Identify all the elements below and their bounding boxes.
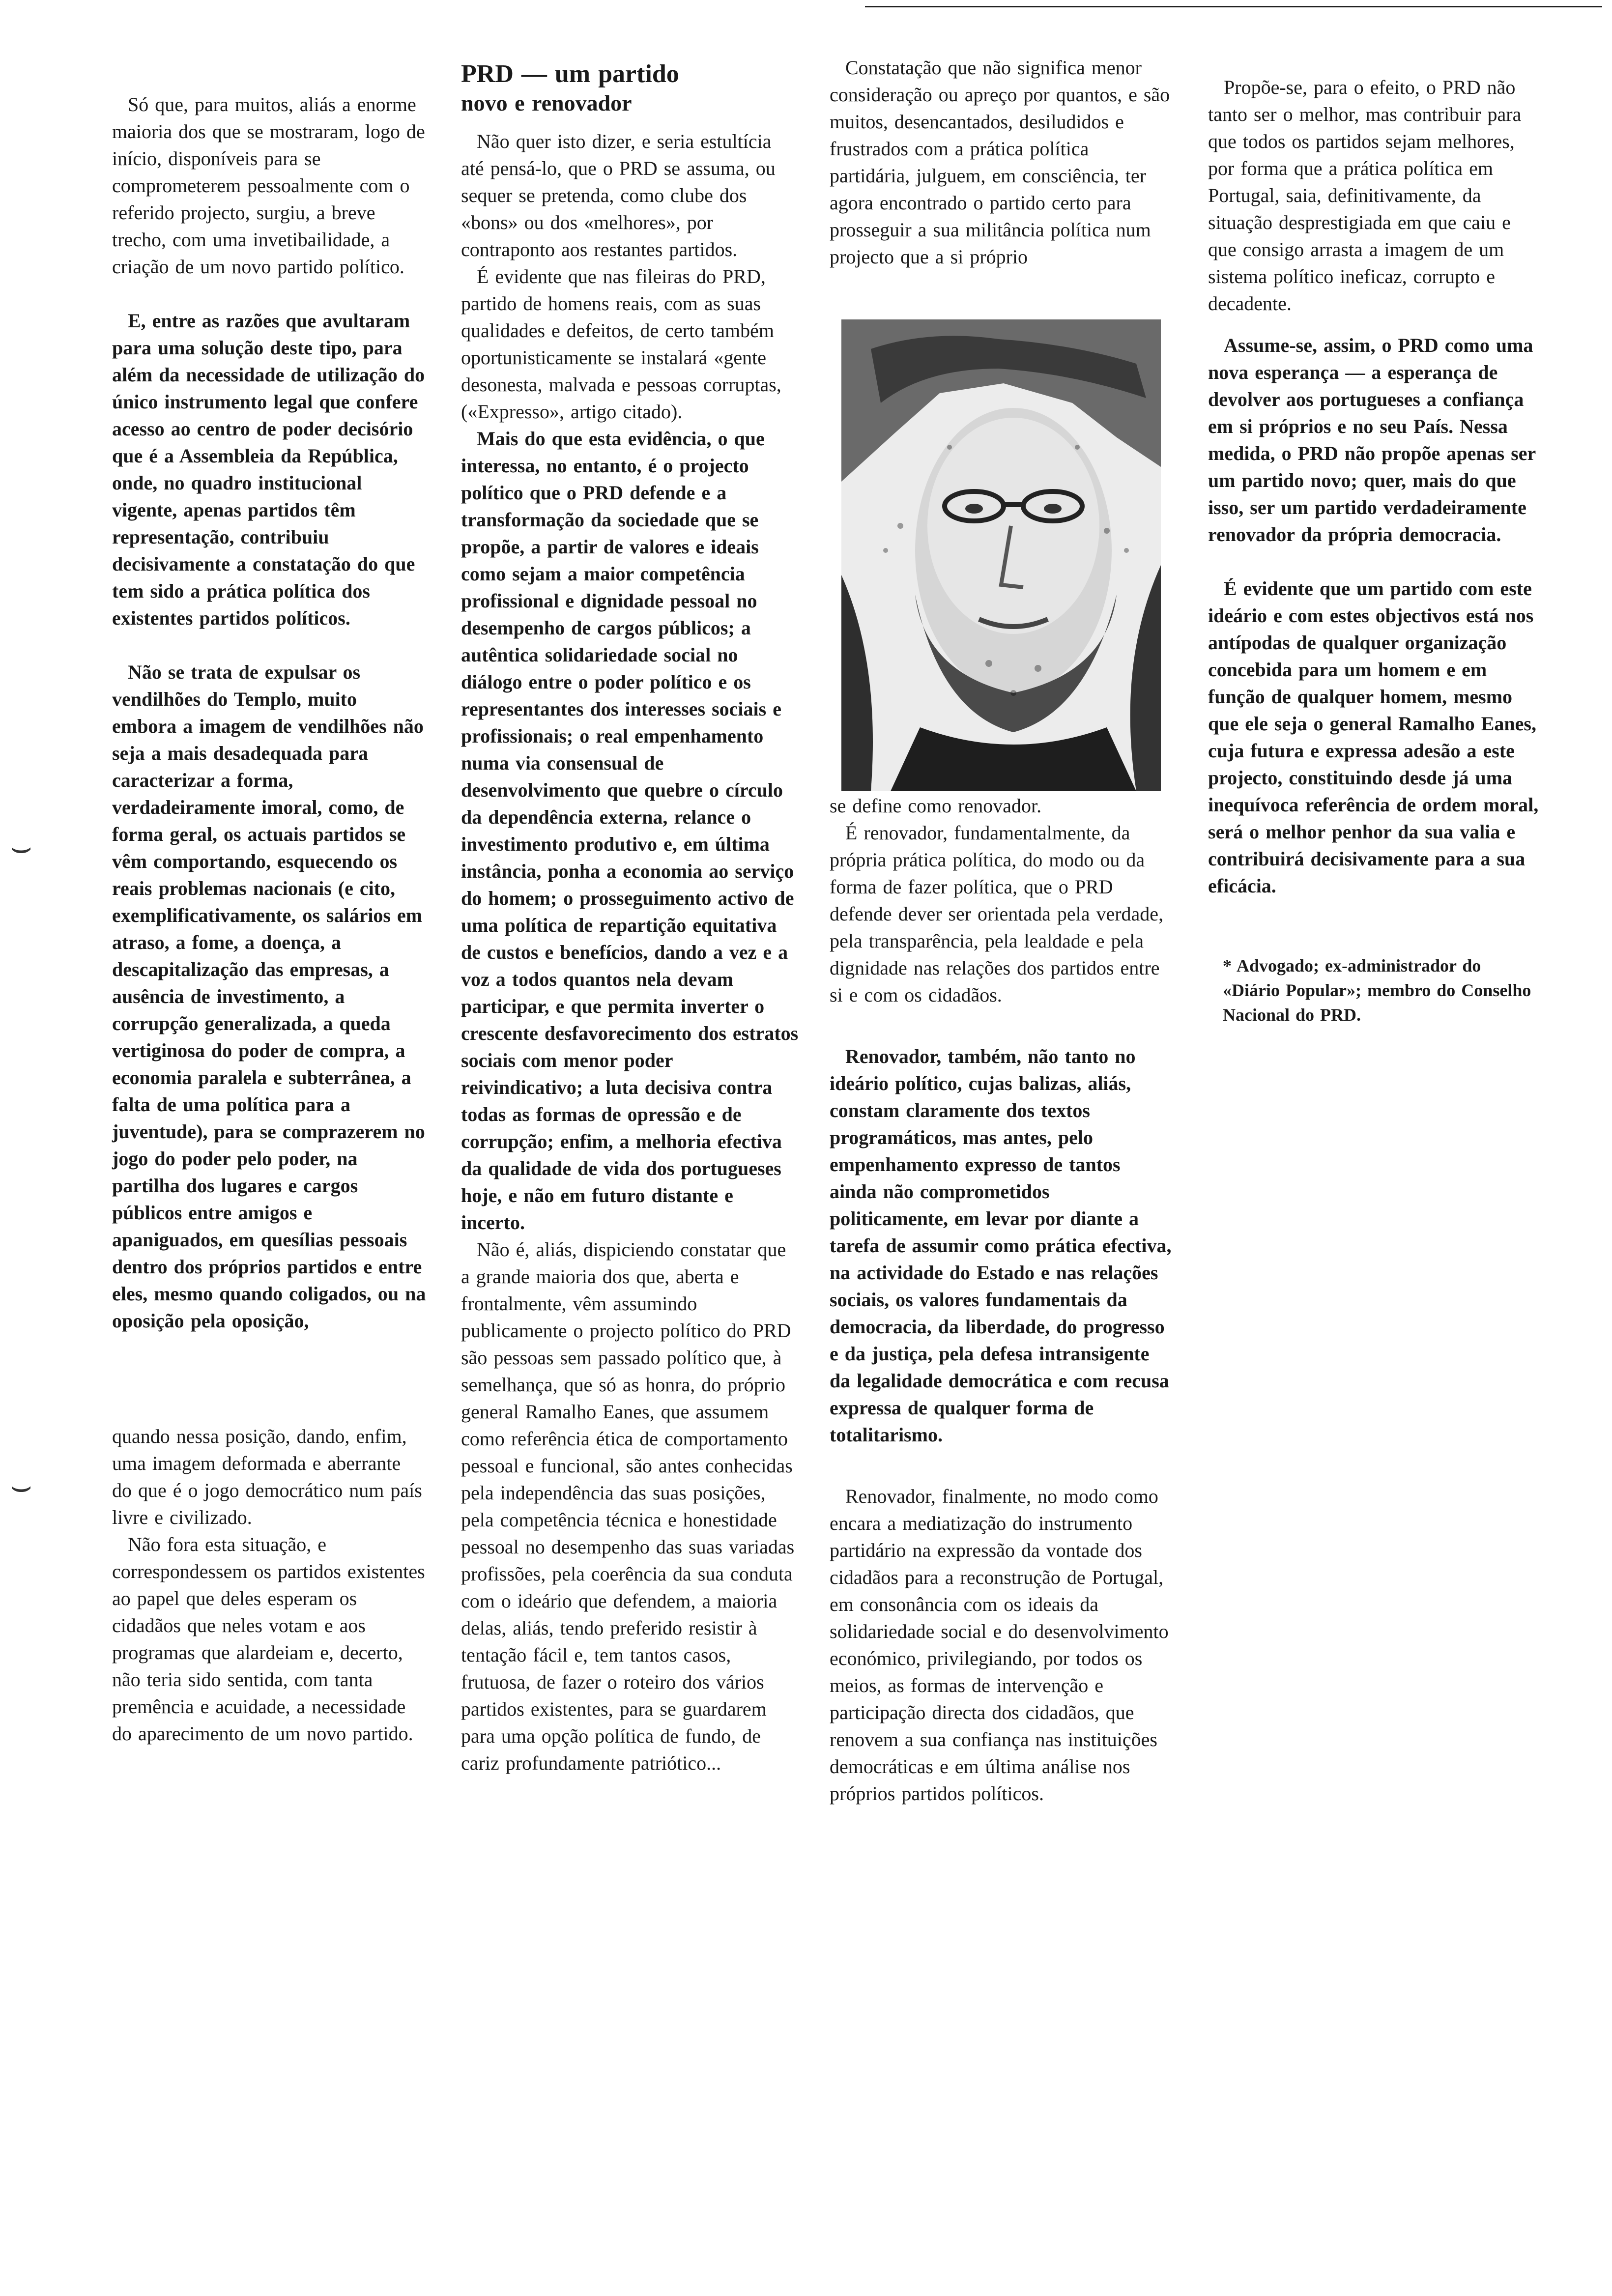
paragraph: Renovador, finalmente, no modo como encara a mediatização do instrumento partidário na expressão da vontade dos cidadãos para a reconstrução de Portugal, em consonância com os ideais da solidariedade social e do desenvolvimento económico, privilegiando, por todos os meios, as formas de intervenção e participação directa dos cidadãos, que renovem a sua confiança nas instituições democráticas e em última análise nos próprios partidos políticos. bbox=[830, 1485, 1169, 1805]
paragraph: Constatação que não significa menor consideração ou apreço por quantos, e são muitos, desencantados, desiludidos e frustrados com a prática política partidária, julguem, em consciência, ter agora encontrado o partido certo para prosseguir a sua militância política num projecto que a si próprio bbox=[830, 57, 1170, 268]
paragraph: E, entre as razões que avultaram para uma solução deste tipo, para além da necessidade de utilização do único instrumento legal que confere acesso ao centro de poder decisório que é a Assembleia da República, onde, no quadro institucional vigente, apenas partidos têm representação, contribuiu decisivamente a constatação do que tem sido a prática política dos existentes partidos políticos. bbox=[112, 310, 425, 629]
paragraph: Não se trata de expulsar os vendilhões do Templo, muito embora a imagem de vendilhões não seja a mais desadequada para caracterizar a forma, verdadeiramente imoral, como, de forma geral, os actuais partidos se vêm comportando, esquecendo os reais problemas nacionais (e cito, exemplificativamente, os salários em atraso, a fome, a doença, a descapitalização das empresas, a ausência de investimento, a corrupção generalizada, a queda vertiginosa do poder de compra, a economia paralela e subterrânea, a falta de uma política para a juventude), para se comprazerem no jogo do poder pelo poder, na partilha dos lugares e cargos públicos entre amigos e apaniguados, em quesílias pessoais dentro dos próprios partidos e entre eles, mesmo quando coligados, ou na oposição pela oposição, bbox=[112, 661, 426, 1332]
portrait-photo-graphic bbox=[841, 319, 1161, 791]
paragraph: É renovador, fundamentalmente, da própria prática política, do modo ou da forma de fazer política, que o PRD defende dever ser orientada pela verdade, pela transparência, pela lealdade e pela dignidade nas relações dos partidos entre si e com os cidadãos. bbox=[830, 822, 1164, 1006]
paragraph: Mais do que esta evidência, o que interessa, no entanto, é o projecto político que o PRD defende e a transformação da sociedade que se propõe, a partir de valores e ideais como sejam a maior competência profissional e dignidade pessoal no desempenho de cargos públicos; a autêntica solidariedade social no diálogo entre o poder político e os representantes dos interesses sociais e profissionais; o real empenhamento numa via consensual de desenvolvimento que quebre o círculo da dependência externa, relance o investimento produtivo e, em última instância, ponha a economia ao serviço do homem; o prosseguimento activo de uma política de repartição equitativa de custos e benefícios, dando a vez e a voz a todos quantos nela devam participar, e que permita inverter o crescente desfavorecimento dos estratos sociais com menor poder reivindicativo; a luta decisiva contra todas as formas de opressão e de corrupção; enfim, a melhoria efectiva da qualidade de vida dos portugueses hoje, e não em futuro distante e incerto. bbox=[461, 428, 799, 1234]
column-1 bbox=[112, 91, 427, 1774]
column-4 bbox=[1208, 74, 1542, 1054]
headline-line-1: PRD — um partido bbox=[461, 60, 679, 88]
paragraph: Não fora esta situação, e correspondessem os partidos existentes ao papel que deles esperam os cidadãos que neles votam e aos programas que alardeiam e, decerto, não teria sido sentida, com tanta premência e acuidade, a necessidade do aparecimento de um novo partido. bbox=[112, 1533, 425, 1745]
paragraph: É evidente que um partido com este ideário e com estes objectivos está nos antípodas de qualquer organização concebida para um homem e em função de qualquer homem, mesmo que ele seja o general Ramalho Eanes, cuja futura e expressa adesão a este projecto, constituindo desde já uma inequívoca referência de ordem moral, será o melhor penhor da sua valia e contribuirá decisivamente para a sua eficácia. bbox=[1208, 577, 1539, 897]
paragraph: Assume-se, assim, o PRD como uma nova esperança — a esperança de devolver aos portugueses a confiança em si próprios e no seu País. Nessa medida, o PRD não propõe apenas ser um partido novo; quer, mais do que isso, ser um partido verdadeiramente renovador da própria democracia. bbox=[1208, 334, 1536, 545]
paragraph: se define como renovador. bbox=[830, 795, 1042, 817]
left-margin-mark: ⌣ bbox=[10, 829, 33, 866]
paragraph: Não quer isto dizer, e seria estultícia até pensá-lo, que o PRD se assuma, ou sequer se pretenda, como clube dos «bons» ou dos «melhores», por contraponto aos restantes partidos. bbox=[461, 130, 776, 260]
top-rule bbox=[865, 6, 1602, 7]
paragraph: Propõe-se, para o efeito, o PRD não tanto ser o melhor, mas contribuir para que todos os partidos sejam melhores, por forma que a prática política em Portugal, saia, definitivamente, da situação desprestigiada em que caiu e que consigo arrasta a imagem de um sistema político ineficaz, corrupto e decadente. bbox=[1208, 76, 1522, 315]
paragraph: Renovador, também, não tanto no ideário político, cujas balizas, aliás, constam claramente dos textos programáticos, mas antes, pelo empenhamento expresso de tantos ainda não comprometidos politicamente, em levar por diante a tarefa de assumir como prática efectiva, na actividade do Estado e nas relações sociais, os valores fundamentais da democracia, da liberdade, do progresso e da justiça, pela defesa intransigente da legalidade democrática e com recusa expressa de qualquer forma de totalitarismo. bbox=[830, 1045, 1172, 1446]
author-footnote: * Advogado; ex-administrador do «Diário Popular»; membro do Conselho Nacional do PRD. bbox=[1223, 956, 1531, 1025]
paragraph: Só que, para muitos, aliás a enorme maioria dos que se mostraram, logo de início, disponíveis para se comprometerem pessoalmente com o referido projecto, surgiu, a breve trecho, com uma invetibailidade, a criação de um novo partido político. bbox=[112, 93, 425, 278]
column-2 bbox=[461, 59, 800, 1777]
portrait-photo bbox=[841, 319, 1161, 791]
paragraph: quando nessa posição, dando, enfim, uma imagem deformada e aberrante do que é o jogo democrático num país livre e civilizado. bbox=[112, 1425, 422, 1528]
paragraph: Não é, aliás, dispiciendo constatar que a grande maioria dos que, aberta e frontalmente, vêm assumindo publicamente o projecto político do PRD são pessoas sem passado político que, à semelhança, que só as honra, do próprio general Ramalho Eanes, que assumem como referência ética de comportamento pessoal e funcional, são antes conhecidas pela independência das suas posições, pela competência técnica e honestidade pessoal no desempenho das suas variadas profissões, pela coerência da sua conduta com o ideário que defendem, a maioria delas, aliás, tendo preferido resistir à tentação fácil e, tem tantos casos, frutuosa, de fazer o roteiro dos vários partidos existentes, para se guardarem para uma opção política de fundo, de cariz profundamente patriótico... bbox=[461, 1238, 795, 1774]
headline-line-2: novo e renovador bbox=[461, 90, 632, 115]
left-margin-mark: ⌣ bbox=[10, 1467, 33, 1505]
article-headline bbox=[461, 59, 800, 117]
paragraph: É evidente que nas fileiras do PRD, partido de homens reais, com as suas qualidades e defeitos, de certo também oportunisticamente se instalará «gente desonesta, malvada e pessoas corruptas, («Expresso», artigo citado). bbox=[461, 265, 781, 423]
column-3 bbox=[830, 54, 1174, 270]
column-3-continued bbox=[830, 792, 1174, 1834]
